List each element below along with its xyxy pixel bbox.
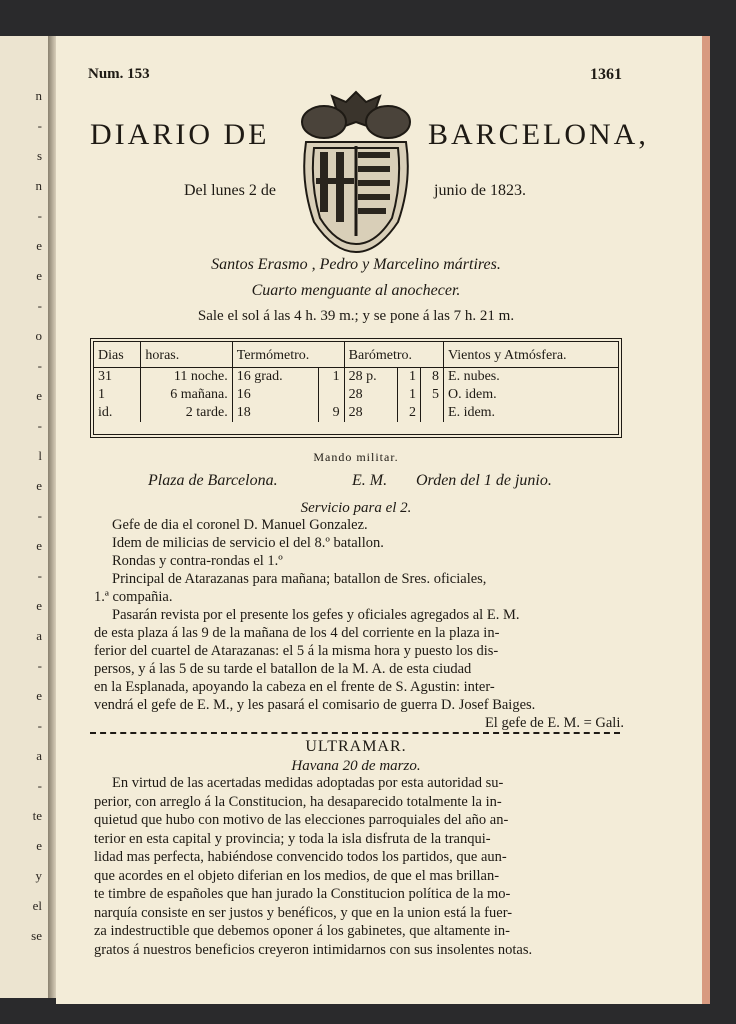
text-line: 1.ª compañia.	[94, 589, 173, 605]
barcelona-coat-of-arms-icon	[294, 86, 418, 254]
facing-page-fragment: -	[37, 508, 42, 523]
text-line: perior, con arreglo á la Constitucion, ha desaparecido totalmente la in-	[94, 793, 502, 810]
facing-page-fragment: n	[35, 88, 42, 103]
page-number: 1361	[590, 66, 622, 83]
masthead-title-right: BARCELONA,	[428, 118, 649, 151]
masthead-title-left: DIARIO DE	[90, 118, 270, 151]
weather-cell: 28 p.	[344, 368, 397, 387]
facing-page-fragment: n	[35, 178, 42, 193]
text-line: narquía consiste en ser justos y benéficos, y que en la union está la fuer-	[94, 904, 513, 921]
weather-cell: 18	[232, 404, 319, 422]
col-dias: Dias	[94, 342, 141, 368]
facing-page-fragment: -	[37, 718, 42, 733]
text-line: en la Esplanada, apoyando la cabeza en el frente de S. Agustin: inter-	[94, 679, 495, 695]
weather-cell: 11 noche.	[141, 368, 232, 387]
weather-cell: 16 grad.	[232, 368, 319, 387]
issue-number: Num. 153	[88, 66, 150, 82]
facing-page-fragment: o	[35, 328, 42, 343]
facing-page-fragment: se	[31, 928, 42, 943]
text-line: Principal de Atarazanas para mañana; batallon de Sres. oficiales,	[112, 571, 487, 587]
weather-cell: 31	[94, 368, 141, 387]
section-heading-ultramar: ULTRAMAR.	[305, 738, 407, 755]
sunrise-sunset: Sale el sol á las 4 h. 39 m.; y se pone á las 7 h. 21 m.	[197, 308, 515, 324]
weather-cell: 5	[420, 386, 443, 404]
text-line: Rondas y contra-rondas el 1.º	[112, 553, 283, 569]
text-line: za indestructible que debemos oponer á los gabinetes, que altamente in-	[94, 923, 510, 939]
facing-page-fragment: e	[36, 598, 42, 613]
facing-page-fragment: te	[32, 808, 42, 823]
saints-of-day: Santos Erasmo , Pedro y Marcelino mártires.	[211, 256, 501, 273]
facing-page-edge	[0, 36, 50, 998]
facing-page-fragment: l	[38, 448, 42, 463]
weather-cell: E. nubes.	[448, 369, 500, 384]
newspaper-page	[56, 36, 710, 1004]
weather-cell: 1	[397, 368, 420, 387]
facing-page-fragment: s	[36, 148, 42, 163]
facing-page-fragment: e	[36, 838, 42, 853]
facing-page-fragment: e	[36, 478, 42, 493]
weather-cell: E. idem.	[448, 405, 496, 420]
weather-cell: 2 tarde.	[141, 404, 232, 422]
weather-cell: id.	[94, 404, 141, 422]
weather-row	[94, 368, 618, 387]
weather-cell	[420, 404, 443, 422]
em-line: E. M.	[352, 472, 388, 489]
weather-cell	[319, 386, 344, 404]
facing-page-fragment: -	[37, 298, 42, 313]
text-line: terior en esta capital y provincia; y toda la isla disfruta de la tranqui-	[94, 830, 491, 847]
weather-cell: 16	[232, 386, 319, 404]
text-line: de esta plaza á las 9 de la mañana de los 4 del corriente en la plaza in-	[94, 625, 500, 641]
text-line: quietud que hubo con motivo de las elecciones parroquiales del año an-	[94, 812, 509, 828]
col-barometro: Barómetro.	[344, 342, 443, 368]
facing-page-fragment: -	[37, 418, 42, 433]
weather-cell: 1	[319, 368, 344, 387]
text-line: lidad mas perfecta, habiéndose convencido todos los partidos, que aun-	[94, 849, 507, 865]
section-divider	[90, 732, 620, 734]
date-prefix: Del lunes 2 de	[184, 182, 276, 199]
facing-page-fragment: e	[36, 688, 42, 703]
weather-cell: 9	[319, 404, 344, 422]
moon-phase: Cuarto menguante al anochecer.	[251, 282, 461, 299]
weather-cell: 1	[94, 386, 141, 404]
military-orders-text	[94, 516, 624, 732]
text-line: Gefe de dia el coronel D. Manuel Gonzalez.	[112, 517, 368, 533]
facing-page-fragment: -	[37, 658, 42, 673]
facing-page-fragment: el	[32, 898, 42, 913]
weather-row	[94, 386, 618, 404]
weather-cell: 1	[397, 386, 420, 404]
facing-page-fragment: -	[37, 778, 42, 793]
facing-page-fragment: a	[36, 748, 42, 763]
facing-page-fragment: y	[35, 868, 42, 883]
weather-cell: 6 mañana.	[141, 386, 232, 404]
facing-page-fragment: e	[36, 268, 42, 283]
text-line: vendrá el gefe de E. M., y les pasará el comisario de guerra D. Josef Baiges.	[94, 697, 536, 713]
text-line: En virtud de las acertadas medidas adoptadas por esta autoridad su-	[112, 775, 504, 791]
col-horas: horas.	[141, 342, 232, 368]
book-gutter	[48, 36, 56, 998]
text-line: ferior del cuartel de Atarazanas: el 5 á la misma hora y puesto los dis-	[94, 643, 499, 659]
facing-page-fragment: -	[37, 118, 42, 133]
orden-line: Orden del 1 de junio.	[416, 472, 552, 489]
weather-cell: 8	[420, 368, 443, 387]
text-line: Idem de milicias de servicio el del 8.º batallon.	[112, 535, 384, 551]
weather-cell: 28	[344, 386, 397, 404]
dateline-havana: Havana 20 de marzo.	[291, 758, 421, 774]
col-vientos: Vientos y Atmósfera.	[444, 342, 618, 368]
facing-page-fragment: -	[37, 208, 42, 223]
date-suffix: junio de 1823.	[434, 182, 526, 199]
plaza-line: Plaza de Barcelona.	[148, 472, 278, 489]
facing-page-fragment: e	[36, 538, 42, 553]
text-line: persos, y á las 5 de su tarde el batallon de la M. A. de esta ciudad	[94, 661, 472, 677]
section-heading-military: Mando militar.	[313, 450, 399, 464]
text-line: te timbre de españoles que han jurado la Constitucion política de la mo-	[94, 886, 511, 902]
text-line: gratos á nuestros beneficios creyeron intimidarnos con sus insolentes notas.	[94, 941, 533, 958]
facing-page-fragment: e	[36, 238, 42, 253]
facing-page-fragment: e	[36, 388, 42, 403]
text-line: Pasarán revista por el presente los gefes y oficiales agregados al E. M.	[112, 607, 520, 623]
weather-cell: O. idem.	[448, 387, 497, 402]
facing-page-fragment: -	[37, 568, 42, 583]
facing-page-fragment: a	[36, 628, 42, 643]
weather-cell: 2	[397, 404, 420, 422]
facing-page-fragment: -	[37, 358, 42, 373]
weather-cell: 28	[344, 404, 397, 422]
ultramar-article-text	[94, 774, 624, 959]
text-line: que acordes en el objeto diferian en los medios, de que el mas brillan-	[94, 867, 500, 884]
servicio-line: Servicio para el 2.	[300, 500, 412, 516]
weather-row	[94, 404, 618, 422]
text-line: El gefe de E. M. = Gali.	[484, 715, 624, 731]
col-termometro: Termómetro.	[232, 342, 344, 368]
weather-table	[90, 338, 622, 438]
